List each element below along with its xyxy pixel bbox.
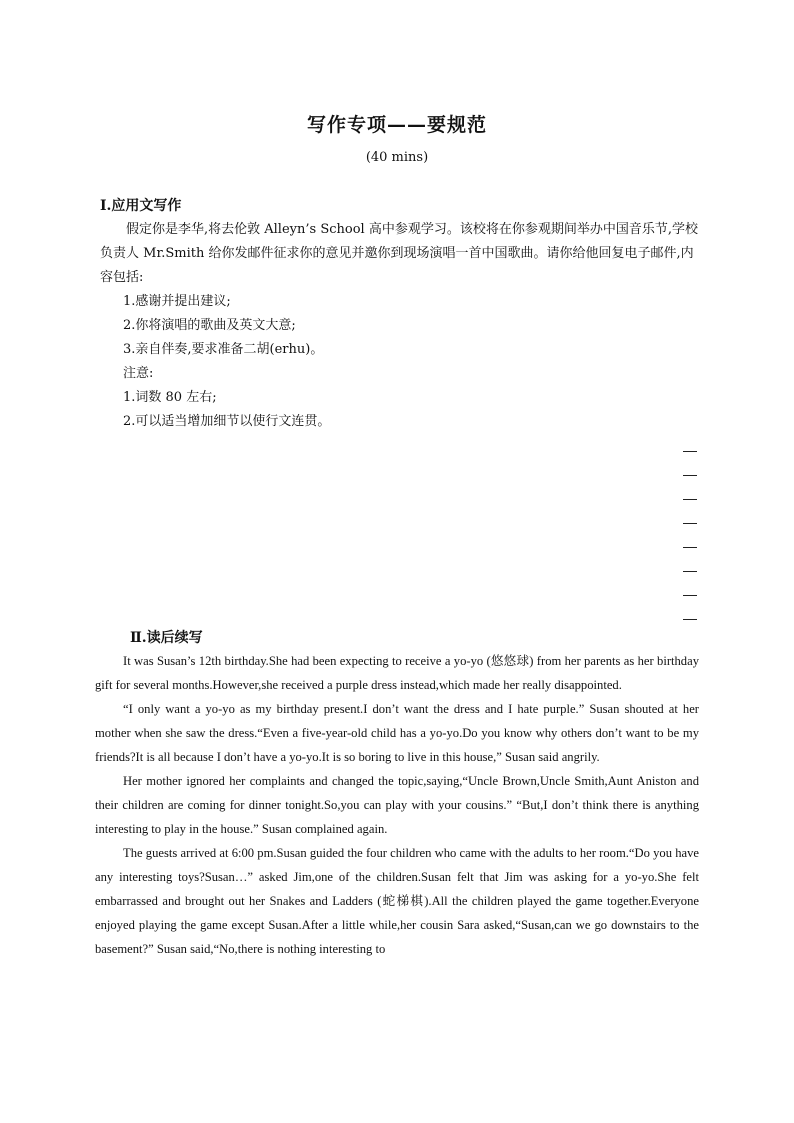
story-text [95,649,699,961]
answer-line [683,571,697,572]
answer-line [683,499,697,500]
requirement-item-1: 1.感谢并提出建议; [123,294,231,309]
story-paragraph-1: It was Susan’s 12th birthday.She had been expecting to receive a yo-yo (悠悠球) from her parents as her birthday gift for several months.However,she received a purple dress instead,which made her really disappointed. [95,654,699,692]
section1-heading: Ⅰ.应用文写作 [100,198,182,214]
note-item-2: 2.可以适当增加细节以使行文连贯。 [123,414,331,429]
answer-line [683,451,697,452]
time-limit: (40 mins) [365,150,429,165]
requirement-item-2: 2.你将演唱的歌曲及英文大意; [123,318,296,333]
section1-prompt: 假定你是李华,将去伦敦 Alleyn’s School 高中参观学习。该校将在你参观期间举办中国音乐节,学校负责人 Mr.Smith 给你发邮件征求你的意见并邀你到现场演唱一首中国歌曲。请你给他回复电子邮件,内容包括: [100,222,698,285]
answer-line [683,523,697,524]
page-title: 写作专项——要规范 [306,114,487,136]
answer-line [683,619,697,620]
section2-heading: Ⅱ.读后续写 [130,630,203,646]
requirement-item-3: 3.亲自伴奏,要求准备二胡(erhu)。 [123,342,324,357]
note-item-1: 1.词数 80 左右; [123,390,217,405]
answer-line [683,475,697,476]
note-label: 注意: [123,366,154,381]
story-paragraph-4: The guests arrived at 6:00 pm.Susan guided the four children who came with the adults to her room.“Do you have any interesting toys?Susan…” asked Jim,one of the children.Susan felt that Jim was asking for a yo-yo.She felt embarrassed and brought out her Snakes and Ladders (蛇梯棋).All the children played the game together.Everyone enjoyed playing the game except Susan.After a little while,her cousin Sara asked,“Susan,can we go downstairs to the basement?” Susan said,“No,there is nothing interesting to [95,846,699,956]
answer-line [683,595,697,596]
story-paragraph-2: “I only want a yo-yo as my birthday present.I don’t want the dress and I hate purple.” Susan shouted at her mother when she saw the dress.“Even a five-year-old child has a yo-yo.Do you know why others don’t want to be my friends?It is all because I don’t have a yo-yo.It is so boring to live in this house,” Susan said angrily. [95,702,699,764]
answer-line [683,547,697,548]
story-paragraph-3: Her mother ignored her complaints and changed the topic,saying,“Uncle Brown,Uncle Smith,Aunt Aniston and their children are coming for dinner tonight.So,you can play with your cousins.” “But,I don’t think there is anything interesting to play in the house.” Susan complained again. [95,774,699,836]
